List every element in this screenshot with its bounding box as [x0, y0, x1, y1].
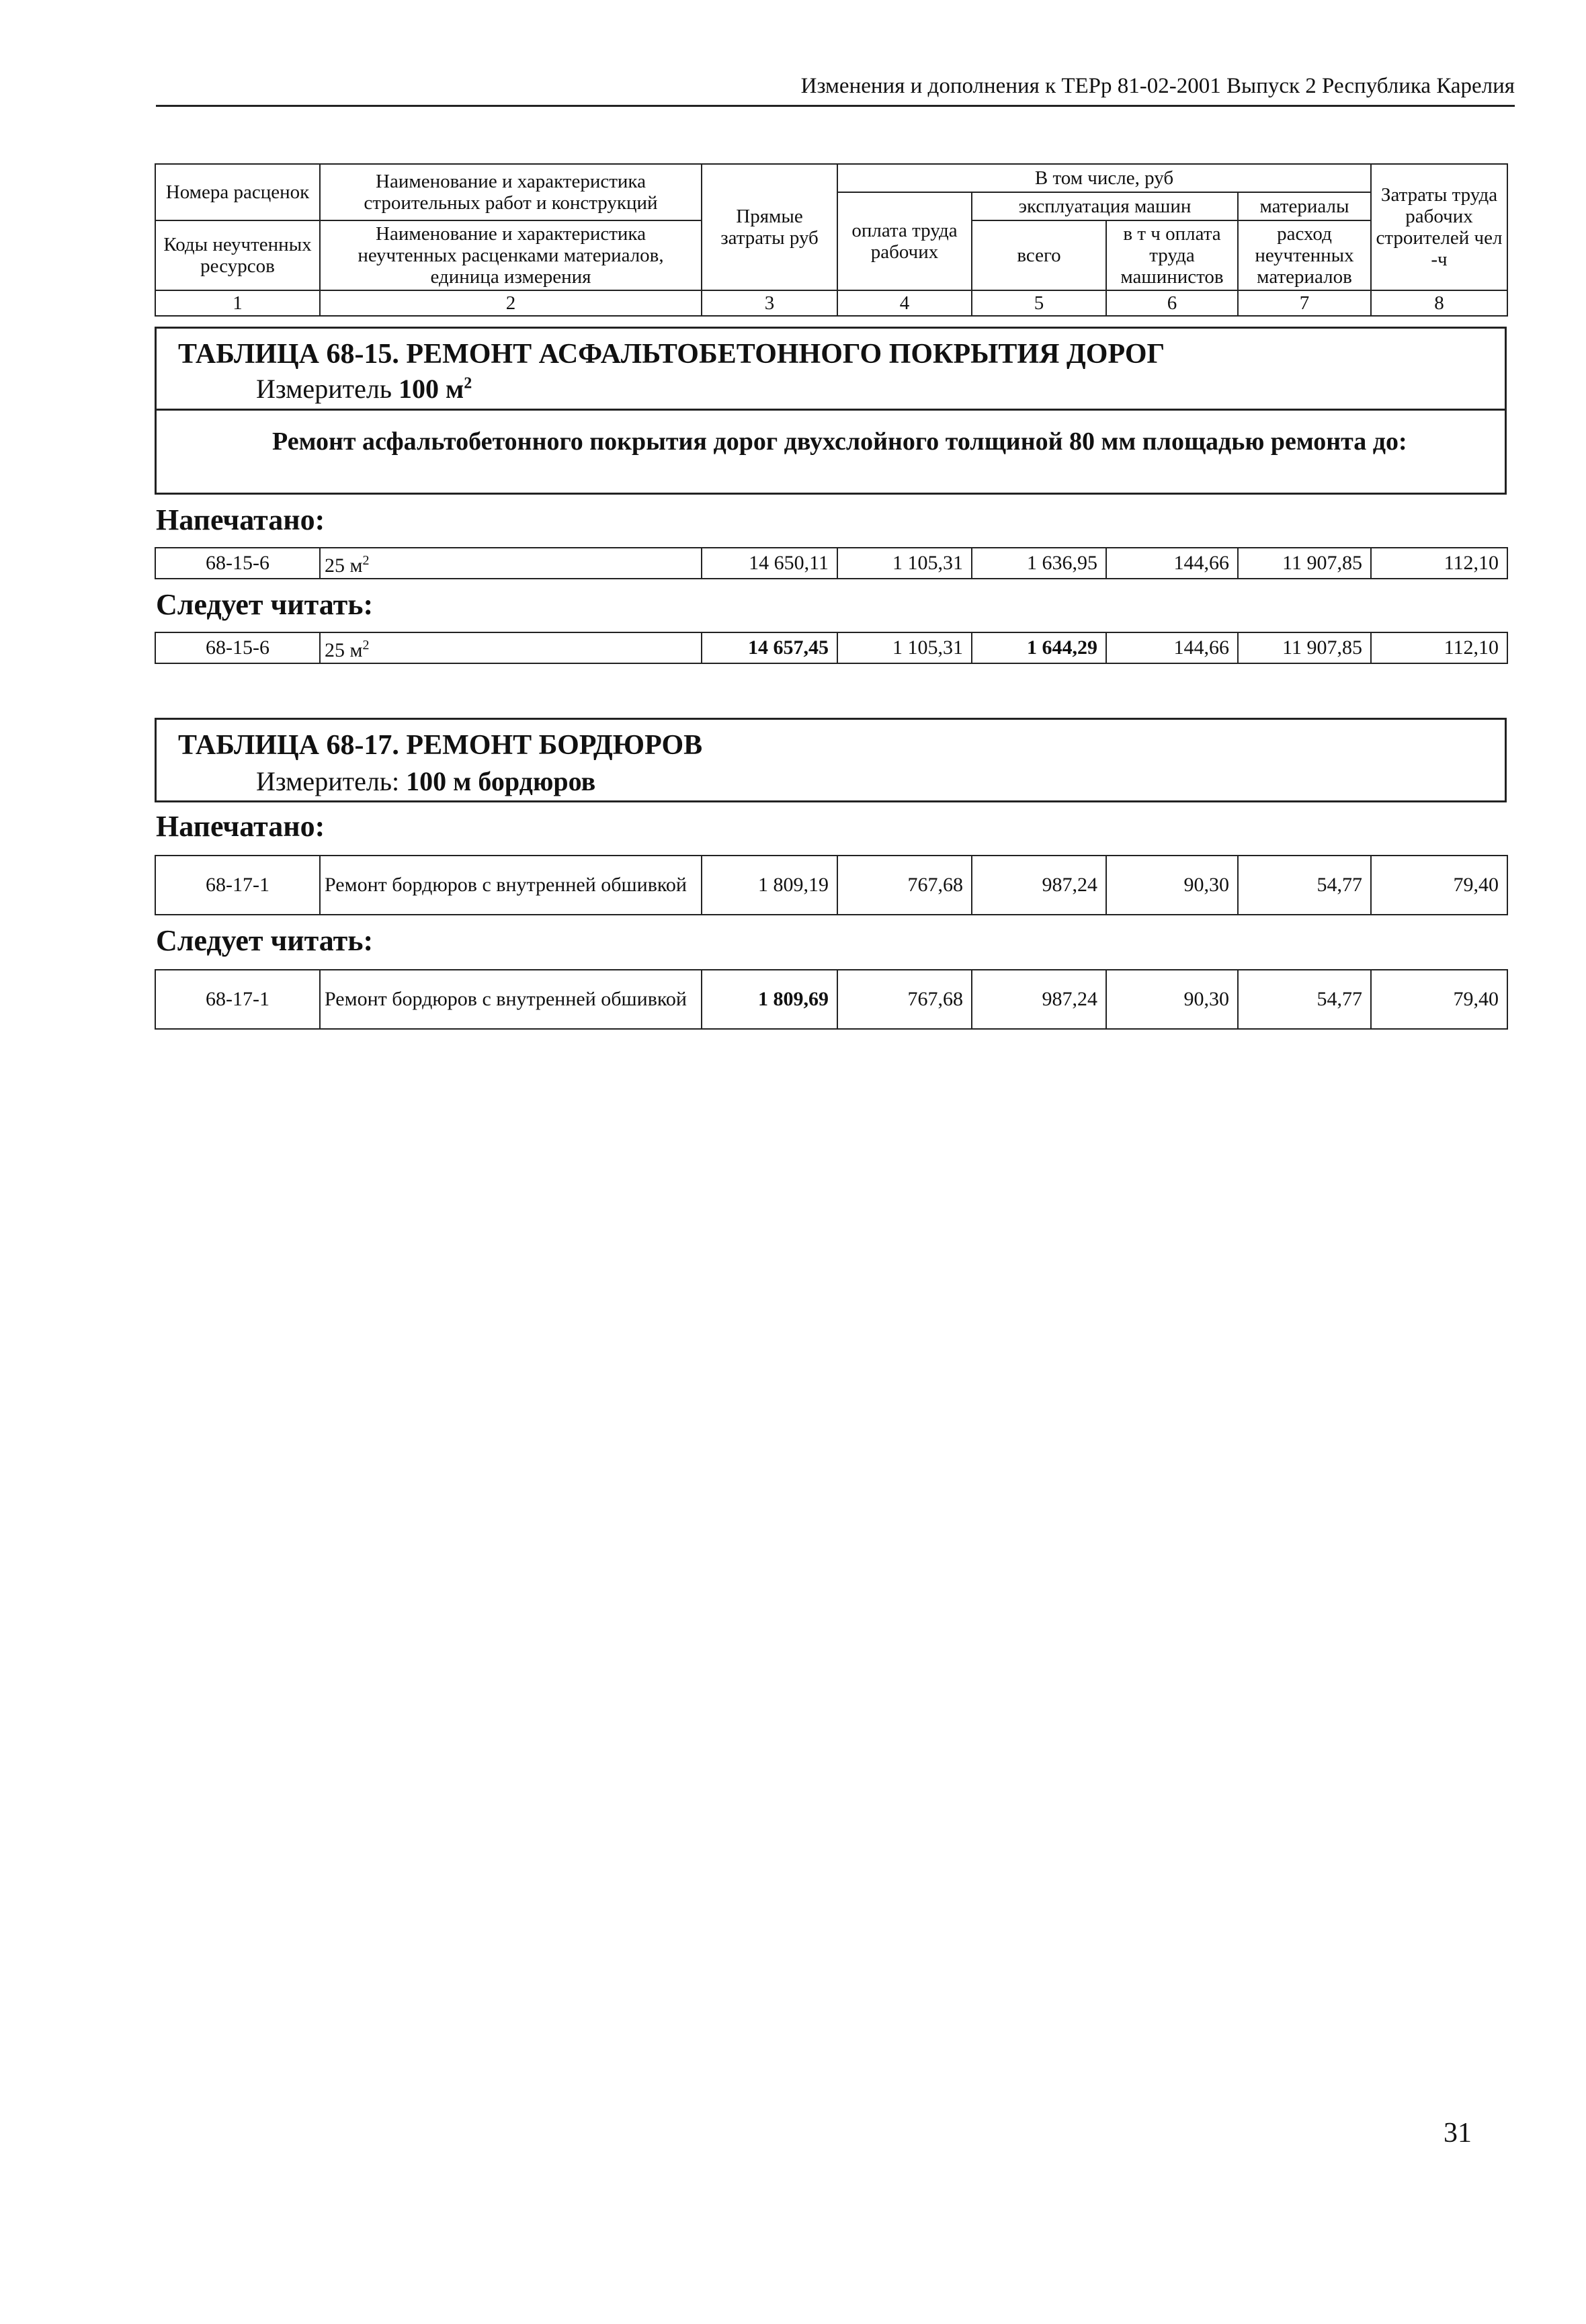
read-label-68-15: Следует читать: [156, 588, 374, 621]
header-col1-top: Номера расценок [155, 164, 320, 220]
cell-materials: 54,77 [1238, 970, 1371, 1029]
printed-label-68-15: Напечатано: [156, 503, 325, 536]
cell-direct: 1 809,19 [702, 856, 837, 915]
cell-code: 68-15-6 [155, 548, 320, 579]
cell-name: Ремонт бордюров с внутренней обшивкой [320, 856, 702, 915]
table-68-17-read-row [155, 969, 1508, 1030]
header-col3: Прямые затраты руб [702, 164, 837, 290]
cell-direct: 14 657,45 [702, 632, 837, 663]
table-68-17-title-box [155, 718, 1507, 802]
cell-name: Ремонт бордюров с внутренней обшивкой [320, 970, 702, 1029]
measure-value: 100 м бордюров [406, 766, 596, 796]
header-col2-bottom: Наименование и характеристика неучтенных расценками материалов, единица измерения [320, 220, 702, 290]
cell-materials: 11 907,85 [1238, 632, 1371, 663]
cell-mach-total: 987,24 [972, 970, 1106, 1029]
cell-mach-total: 987,24 [972, 856, 1106, 915]
cell-direct: 14 650,11 [702, 548, 837, 579]
read-label-68-17: Следует читать: [156, 924, 374, 957]
cell-labor: 767,68 [837, 970, 972, 1029]
cell-labor: 1 105,31 [837, 632, 972, 663]
cell-mach-labor: 144,66 [1106, 548, 1238, 579]
measure-label: Измеритель: [256, 766, 400, 796]
cell-mach-labor: 144,66 [1106, 632, 1238, 663]
table-68-15-read-row [155, 632, 1508, 664]
table-68-15-title-box [155, 327, 1507, 411]
cell-materials: 54,77 [1238, 856, 1371, 915]
table-row [155, 548, 1507, 579]
table-68-15-subtitle-box [155, 409, 1507, 495]
cell-name: 25 $м^2$ [320, 632, 702, 663]
cell-labor: 767,68 [837, 856, 972, 915]
table-row [155, 856, 1507, 915]
page-number: 31 [1444, 2118, 1472, 2149]
cell-labor: 1 105,31 [837, 548, 972, 579]
header-col1-bottom: Коды неучтенных ресурсов [155, 220, 320, 290]
cell-mach-total: 1 636,95 [972, 548, 1106, 579]
cell-materials: 11 907,85 [1238, 548, 1371, 579]
cell-code: 68-15-6 [155, 632, 320, 663]
header-col8: Затраты труда рабочих строителей чел -ч [1371, 164, 1507, 290]
header-num-1: 1 [155, 290, 320, 316]
header-col4: оплата труда рабочих [837, 192, 972, 290]
running-header-text: Изменения и дополнения к ТЕРр 81-02-2001 Выпуск 2 Республика Карелия [800, 74, 1515, 98]
cell-hours: 112,10 [1371, 548, 1507, 579]
header-col6: в т ч оплата труда машинистов [1106, 220, 1238, 290]
printed-label-68-17: Напечатано: [156, 810, 325, 843]
column-header-table [155, 163, 1508, 317]
header-num-8: 8 [1371, 290, 1507, 316]
header-num-4: 4 [837, 290, 972, 316]
table-68-15-printed-row [155, 547, 1508, 579]
table-68-15-title: ТАБЛИЦА 68-15. РЕМОНТ АСФАЛЬТОБЕТОННОГО ПОКРЫТИЯ ДОРОГ [178, 339, 1165, 370]
cell-mach-labor: 90,30 [1106, 856, 1238, 915]
cell-name: 25 $м^2$ [320, 548, 702, 579]
cell-code: 68-17-1 [155, 970, 320, 1029]
cell-direct: 1 809,69 [702, 970, 837, 1029]
header-num-3: 3 [702, 290, 837, 316]
cell-hours: 112,10 [1371, 632, 1507, 663]
table-68-15-subtitle: Ремонт асфальтобетонного покрытия дорог двухслойного толщиной 80 мм площадью ремонта до: [272, 427, 1407, 456]
table-68-17-printed-row [155, 855, 1508, 915]
table-row [155, 970, 1507, 1029]
header-col2-top: Наименование и характеристика строительных работ и конструкций [320, 164, 702, 220]
table-68-17-measure [256, 765, 595, 797]
header-incl: В том числе, руб [837, 164, 1371, 192]
cell-hours: 79,40 [1371, 856, 1507, 915]
cell-code: 68-17-1 [155, 856, 320, 915]
header-num-2: 2 [320, 290, 702, 316]
header-machines: эксплуатация машин [972, 192, 1238, 220]
table-row [155, 632, 1507, 663]
running-header [156, 70, 1515, 107]
cell-mach-total: 1 644,29 [972, 632, 1106, 663]
cell-mach-labor: 90,30 [1106, 970, 1238, 1029]
cell-hours: 79,40 [1371, 970, 1507, 1029]
header-col7: расход неучтенных материалов [1238, 220, 1371, 290]
header-num-5: 5 [972, 290, 1106, 316]
header-materials: материалы [1238, 192, 1371, 220]
header-col5: всего [972, 220, 1106, 290]
measure-label: Измеритель [256, 374, 392, 404]
measure-sup: 2 [464, 374, 472, 392]
table-68-17-title: ТАБЛИЦА 68-17. РЕМОНТ БОРДЮРОВ [178, 730, 703, 761]
table-68-15-measure [256, 373, 472, 405]
header-num-7: 7 [1238, 290, 1371, 316]
header-num-6: 6 [1106, 290, 1238, 316]
measure-value: 100 м [399, 374, 464, 404]
